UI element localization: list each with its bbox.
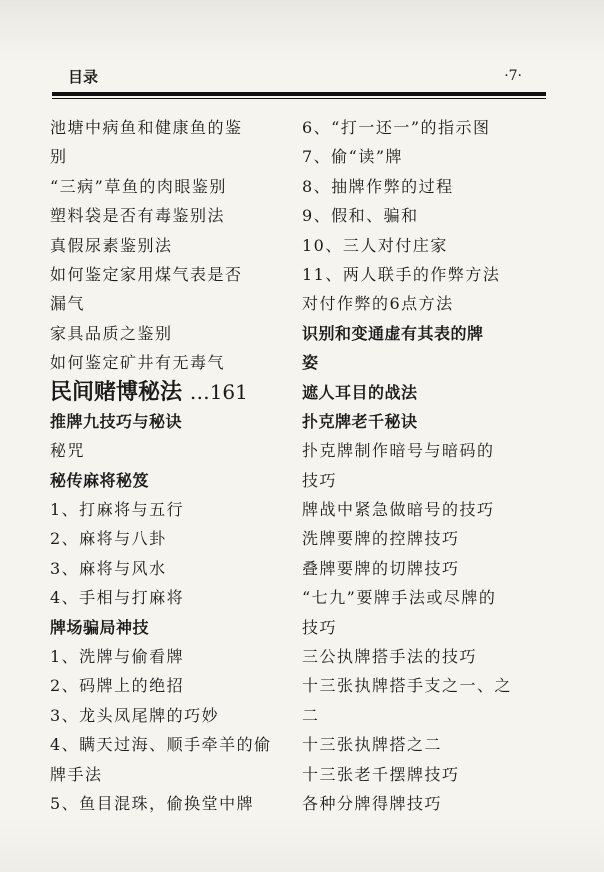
toc-entry: 塑料袋是否有毒鉴别法 bbox=[50, 206, 226, 226]
toc-entry: 十三张老千摆牌技巧 bbox=[302, 764, 460, 784]
page-header bbox=[52, 66, 546, 92]
toc-heading: 扑克牌老千秘诀 bbox=[302, 411, 418, 431]
section-title-text: 民间赌博秘法 bbox=[50, 379, 183, 405]
toc-entry: 秘咒 bbox=[50, 441, 86, 461]
toc-entry: 11、两人联手的作弊方法 bbox=[302, 264, 501, 284]
toc-entry: 对付作弊的6点方法 bbox=[302, 294, 454, 314]
toc-heading: 姿 bbox=[302, 353, 319, 373]
toc-entry: 二 bbox=[302, 705, 320, 725]
toc-entry: 技巧 bbox=[302, 470, 338, 490]
toc-entry: 池塘中病鱼和健康鱼的鉴 bbox=[50, 118, 243, 137]
header-title: 目录 bbox=[68, 68, 99, 86]
toc-entry: 10、三人对付庄家 bbox=[302, 235, 448, 255]
toc-heading: 识别和变通虚有其表的牌 bbox=[302, 323, 484, 343]
toc-entry: 7、偷“读”牌 bbox=[302, 147, 404, 167]
toc-entry: “七九”要牌手法或尽牌的 bbox=[302, 588, 497, 608]
toc-left-column bbox=[50, 113, 296, 818]
toc-entry: 漏气 bbox=[50, 294, 86, 314]
toc-entry: 各种分牌得牌技巧 bbox=[302, 793, 443, 813]
page-number: ·7· bbox=[504, 68, 522, 84]
toc-entry: 别 bbox=[50, 147, 68, 167]
toc-entry: 如何鉴定家用煤气表是否 bbox=[50, 264, 243, 284]
toc-entry: “三病”草鱼的肉眼鉴别 bbox=[50, 176, 227, 196]
header-rule-thick bbox=[52, 92, 546, 96]
toc-entry: 洗牌要牌的控牌技巧 bbox=[302, 529, 460, 549]
toc-entry: 2、麻将与八卦 bbox=[50, 529, 167, 549]
toc-entry: 十三张执牌搭之二 bbox=[302, 735, 443, 755]
section-title bbox=[50, 378, 296, 407]
toc-entry: 十三张执牌搭手支之一、之 bbox=[302, 676, 513, 696]
toc-entry: 8、抽牌作弊的过程 bbox=[302, 176, 454, 196]
toc-entry: 9、假和、骗和 bbox=[302, 206, 419, 226]
toc-heading: 牌场骗局神技 bbox=[50, 617, 150, 637]
toc-entry: 牌手法 bbox=[50, 764, 103, 784]
toc-entry: 叠牌要牌的切牌技巧 bbox=[302, 558, 460, 578]
toc-entry: 4、瞒天过海、顺手牵羊的偷 bbox=[50, 735, 272, 755]
toc-entry: 牌战中紧急做暗号的技巧 bbox=[302, 500, 495, 520]
toc-entry: 3、龙头凤尾牌的巧妙 bbox=[50, 705, 220, 725]
toc-entry: 真假尿素鉴别法 bbox=[50, 235, 173, 255]
toc-entry: 1、打麻将与五行 bbox=[50, 500, 185, 520]
toc-heading: 推牌九技巧与秘诀 bbox=[50, 411, 183, 431]
toc-entry: 1、洗牌与偷看牌 bbox=[50, 647, 185, 667]
toc-right-column bbox=[302, 113, 550, 818]
toc-entry: 扑克牌制作暗号与暗码的 bbox=[302, 441, 495, 461]
toc-entry: 三公执牌搭手法的技巧 bbox=[302, 647, 478, 667]
toc-entry: 家具品质之鉴别 bbox=[50, 323, 173, 343]
toc-heading: 遮人耳目的战法 bbox=[302, 382, 418, 402]
toc-entry: 3、麻将与风水 bbox=[50, 558, 167, 578]
toc-entry: 4、手相与打麻将 bbox=[50, 588, 185, 608]
section-title-page: …161 bbox=[189, 379, 248, 404]
toc-entry: 2、码牌上的绝招 bbox=[50, 676, 185, 696]
toc-entry: 如何鉴定矿井有无毒气 bbox=[50, 353, 226, 373]
toc-entry: 6、“打一还一”的指示图 bbox=[302, 118, 491, 137]
toc-entry: 5、鱼目混珠，偷换堂中牌 bbox=[50, 793, 255, 813]
toc-entry: 技巧 bbox=[302, 617, 338, 637]
toc-heading: 秘传麻将秘笈 bbox=[50, 470, 150, 490]
header-rule-thin bbox=[52, 98, 546, 99]
